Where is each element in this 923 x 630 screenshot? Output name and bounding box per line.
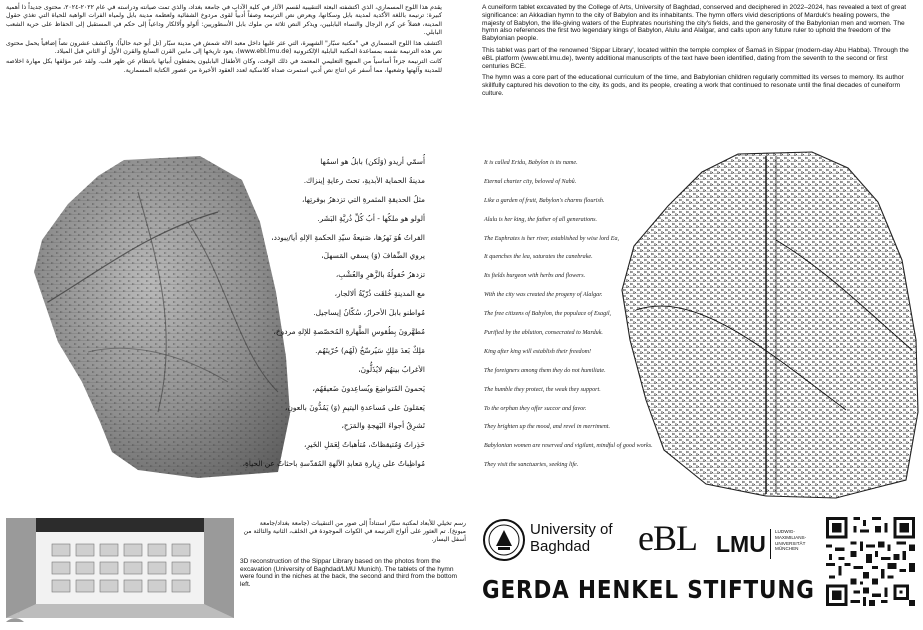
english-intro-paragraph: A cuneiform tablet excavated by the College of Arts, University of Baghdad, conserved and deciphered in 2022–2024, has revealed a text of great significance: an Akkadian hymn to the city of Babylon and its inhabitants. The hymn offers vivid descriptions of Marduk's healing powers, the majesty of Babylon, the life-giving waters of the Euphrates nourishing the city's fields, and the generosity of the Babylonian men and women. The hymn also references the first two legendary kings of Babylon, Alulu and Alalgar, and calls upon any future ruler to uphold the freedom of the Babylonian people. — [482, 4, 907, 43]
verse-arabic: الأغرابُ بينهُم لايُذَلُّونَ، — [358, 364, 425, 374]
library-reconstruction-image — [6, 518, 234, 618]
english-intro-paragraph: This tablet was part of the renowned 'Sippar Library', located within the temple complex of Šamaš in Sippar (modern-day Abu Habba). Through the eBL platform (www.ebl.lmu.de), twenty additional manuscripts of the text have been identified, dating from the seventh to the second or first centuries BCE. — [482, 46, 909, 70]
verse-arabic: مُواظِباتٌ على زِيارةِ مَعابدِ الآلهةِ المُقدّسةِ باحثاتٌ عن الحياةِ، — [242, 459, 425, 469]
university-name-line2: Baghdad — [530, 538, 591, 555]
verse-row — [266, 156, 646, 175]
arabic-intro-paragraph: اكتشف هذا اللوح المسماري في "مكتبة سبّار" الشهيرة، التي عثر عليها داخل معبد الاله شمش في مدينة سبّار (تل أبو حبة حالياً). واكتشف عشرون نصاً إضافياً يحمل محتوى نص هذه الترنيمة نفسه بمساعدة المكتبة البابلية الإلكترونية (www.ebl.lmu.de)، يعود تاريخها إلى مابين القرن السابع والقرن الأول أو الثاني قبل الميلاد. — [6, 39, 442, 56]
verse-row — [266, 307, 646, 326]
verse-row — [266, 194, 646, 213]
ebl-logo-text: eBL — [638, 518, 697, 558]
emblem-icon — [4, 596, 26, 624]
verse-arabic: يَعمَلونَ على مُساعدةِ اليتيمِ (وَ) يَمُدُّونَ بالعونِ، — [285, 402, 425, 412]
verse-english: The humble they protect, the weak they support. — [484, 386, 601, 393]
verse-arabic: يروي الضِّفافَ (وَ) يسقي المَسهلَ، — [321, 251, 425, 261]
verse-row — [266, 175, 646, 194]
verse-row — [266, 326, 646, 345]
library-caption-arabic: رسم تخيلي للأبعاد لمكتبة سبّار استناداً إلى صور من التنقيبات (جامعة بغداد/جامعة ميونخ). تم العثور على ألواح الترنيمة في الكوات الموجودة في الخلف، الثانية والثالثة من أسفل اليسار. — [243, 520, 466, 543]
ebl-logo — [638, 519, 706, 561]
university-name-line1: University of — [530, 521, 613, 538]
verse-english: To the orphan they offer succor and favor. — [484, 405, 587, 412]
verse-row — [266, 402, 646, 421]
verse-english: Its fields burgeon with herbs and flowers. — [484, 273, 586, 280]
lmu-divider — [770, 529, 771, 559]
gerda-henkel-logo: GERDA HENKEL STIFTUNG — [482, 575, 815, 604]
verse-arabic: مع المدينةِ خُلقَت ذُرّيّةُ ألالجار، — [334, 289, 425, 299]
verse-english: The Euphrates is her river, established by wise lord Ea, — [484, 235, 620, 242]
library-caption-english: 3D reconstruction of the Sippar Library based on the photos from the excavation (University of Baghdad/LMU Munich). The tablets of the hymn were found in the niches at the back, the second and third from the bottom left. — [240, 558, 457, 588]
university-of-baghdad-logo — [482, 517, 632, 563]
english-intro — [482, 4, 914, 102]
verse-arabic: أُسمّي أريدو (وَلَكن) بابلُ هو اسمُها — [320, 157, 425, 166]
verse-arabic: تَشرِقُ أجواءَ البَهجةِ والمَرَحِ، — [341, 421, 425, 431]
verse-arabic: مدينةُ الحماية الأبديةِ، تحتَ رعايةِ إينزاك. — [303, 175, 425, 185]
verse-english: King after king will establish their freedom! — [484, 348, 592, 355]
verse-english: The free citizens of Babylon, the populace of Esagil, — [484, 311, 612, 318]
lmu-logo-text: LMU — [716, 531, 766, 557]
verse-english: They brighten up the mood, and revel in merriment. — [484, 424, 611, 431]
verse-row — [266, 345, 646, 364]
hymn-verses — [242, 156, 653, 477]
verse-row — [266, 364, 646, 383]
verse-english: It is called Eridu, Babylon is its name. — [484, 160, 578, 166]
verse-row — [266, 232, 646, 251]
verse-english: Alulu is her king, the father of all generations. — [484, 216, 598, 223]
verse-row — [266, 213, 646, 232]
tablet-photo — [28, 152, 296, 482]
verse-arabic: مَلِكٌ بَعدَ مَلِكٍ سَيُرسّخُ (لَهُم) حُرّيتَهُم. — [315, 345, 425, 355]
verse-arabic: حَذِراتٌ وَمُتيقظاتٌ، مُتأهباتٌ لِعَمَلِ الخَيرِ، — [303, 440, 425, 450]
arabic-intro-paragraph: يقدم هذا اللوح المسماري، الذي اكتشفته البعثة التنقيبية لقسم الآثار في كلية الآداب في جامعة بغداد، والذي تمت صيانته ودراسته في عام ٢٠٢٢-٢٠٢٤، محتوى جديداً ذا أهمية كبيرة: ترنيمة باللغة الأكدية لمدينة بابل وسكانها، ويعرض نص الترنيمة وصفاً أدبياً لقوى مردوخ الشفائية ولعظمة مدينة بابل ولمياه الفرات الواهبة للحياة التي تغذي حقول المدينة، فضلاً عن كرم الرجال والنساء البابليين، ويذكر النص ثلاثة من ملوك بابل الأسطوريين: ألولو وألالكار وداعياً إلى حكم في المستقبل إلى الحفاظ على حرية الشعب البابلي. — [6, 4, 443, 37]
verse-row — [266, 383, 646, 402]
verse-english: Eternal charter city, beloved of Nabû. — [484, 178, 577, 185]
arabic-intro-paragraph: كانت الترنيمة جزءاً أساسياً من المنهج التعليمي المعتمد في ذلك الوقت، وكان الأطفال البابليون يحفظون أبياتها بانتظام عن ظهر قلب. ولقد عبر مؤلفها بكل مهارة اخلاصه للمدينة وآلهتها وشعبها، مما أسفر عن انتاج نص أدبي استمرت صداه كلاسكية لعدد العقود الأخيرة من عصور الكتابة المسمارية. — [6, 58, 442, 74]
lmu-logo — [716, 527, 816, 561]
verse-row — [266, 420, 646, 439]
verse-row — [266, 269, 646, 288]
verse-row — [266, 250, 646, 269]
qr-code-icon[interactable] — [826, 517, 915, 606]
verse-arabic: مثلُ الحديقةِ المثمرةِ التي تزدهرُ بوفرتِها، — [302, 194, 425, 204]
verse-arabic: الفراتُ هُوَ نَهرُها، صَنيعةُ سيّدِ الحكمةِ الإلهِ أيا/يبودد، — [271, 232, 425, 242]
verse-arabic: مُواطنو بابلَ الأحرارُ، سُكّانُ إيساجيل. — [313, 308, 425, 318]
university-seal-icon — [482, 518, 526, 562]
verse-english: Babylonian women are reserved and vigilant, mindful of good works. — [484, 443, 653, 450]
verse-row — [266, 439, 653, 458]
lmu-subtitle: LUDWIG- MAXIMILIANS- UNIVERSITÄT MÜNCHEN — [775, 529, 807, 552]
tablet-drawing — [616, 150, 922, 502]
verse-arabic: تزدهرُ حُقولُهُ بالزَّهرِ والعُشْبِ، — [335, 270, 425, 280]
verse-row — [242, 458, 646, 477]
verse-english: Purified by the ablution, consecrated to Marduk. — [484, 330, 603, 337]
verse-english: They visit the sanctuaries, seeking life. — [484, 462, 579, 469]
verse-arabic: مُطهَّرونَ بِطُقوسِ الطَّهارةِ المُخصّصةِ للإلهِ مردوخ، — [273, 327, 425, 337]
verse-english: It quenches the lea, saturates the canebrake. — [484, 254, 593, 261]
verse-english: Like a garden of fruit, Babylon's charms flourish. — [484, 197, 605, 204]
verse-english: With the city was created the progeny of Alalgar. — [484, 292, 603, 299]
arabic-intro — [6, 4, 442, 77]
verse-arabic: ألولو هو ملكُها - أبُ كُلِّ ذُريَّةِ البَشَر. — [317, 213, 425, 223]
verse-english: The foreigners among them they do not humiliate. — [484, 367, 606, 374]
verse-row — [266, 288, 646, 307]
verse-arabic: يَحمونَ المُتواضِعَ ويُساعِدونَ ضَعيفَهُم، — [312, 383, 425, 393]
english-intro-paragraph: The hymn was a core part of the educational curriculum of the time, and Babylonian children regularly committed its verses to memory. Its author skillfully captured his devotion to the city, its gods, and its people, creating a work that continued to resonate until the final decades of cuneiform culture. — [482, 74, 904, 97]
